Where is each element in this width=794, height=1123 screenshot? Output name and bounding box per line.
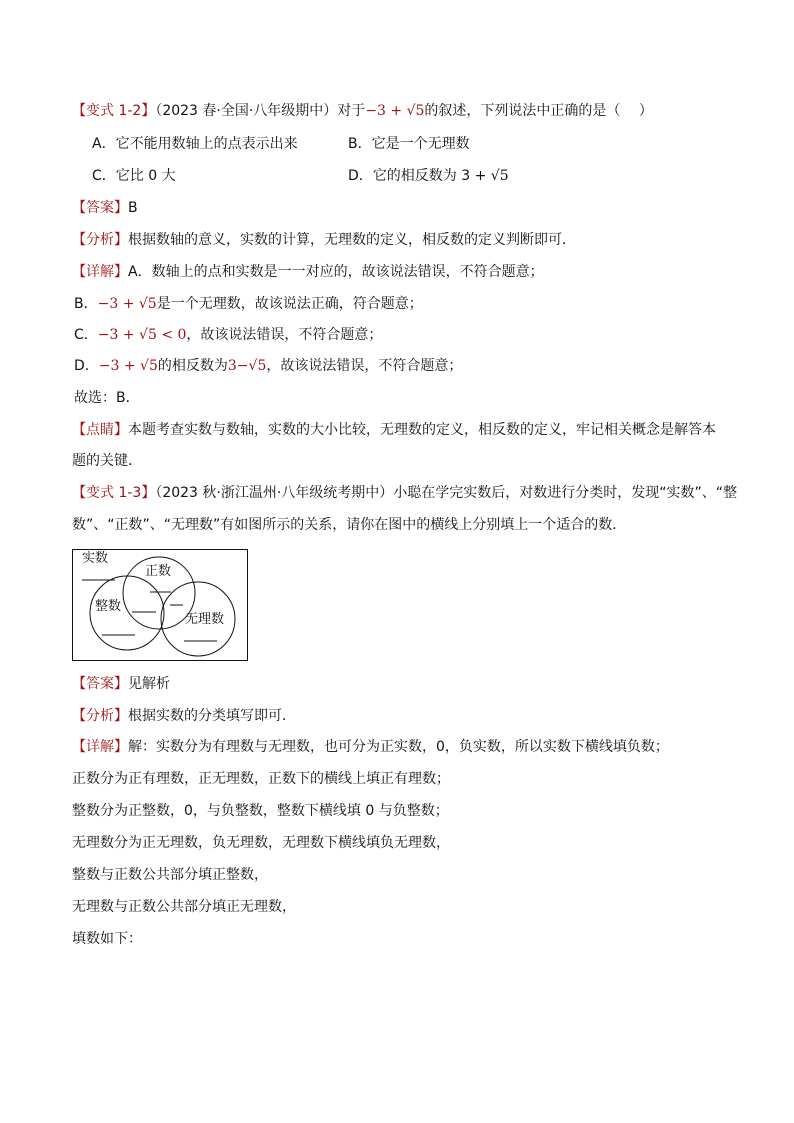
option-d-text: D．它的相反数为 3 + — [348, 168, 491, 184]
analysis-text: 根据数轴的意义，实数的计算，无理数的定义，相反数的定义判断即可． — [128, 232, 576, 248]
answer-tag: 【答案】 — [72, 200, 128, 216]
detail-tag: 【详解】 — [72, 739, 128, 755]
analysis-text: 根据实数的分类填写即可． — [128, 708, 296, 724]
irrational-label: 无理数 — [185, 612, 225, 627]
question-stem-1-2 — [72, 102, 653, 120]
question-stem-tail: 的叙述，下列说法中正确的是（ ） — [424, 103, 653, 119]
question-source: （2023 春·全国·八年级期中）对于 — [155, 103, 366, 119]
real-numbers-label: 实数 — [82, 551, 109, 566]
detail-c-prefix: C． — [74, 327, 98, 343]
choice-line: 故选：B． — [74, 390, 140, 406]
comment-text-1: 本题考查实数与数轴，实数的大小比较，无理数的定义，相反数的定义，牢记相关概念是解答本 — [128, 422, 716, 438]
detail-d-mid: 的相反数为 — [157, 358, 228, 374]
detail-b-prefix: B． — [74, 296, 98, 312]
detail-line-5: 整数与正数公共部分填正整数， — [72, 867, 268, 883]
analysis-tag: 【分析】 — [72, 708, 128, 724]
detail-d-math2: 3−√5 — [227, 358, 267, 374]
detail-a-text: A．数轴上的点和实数是一一对应的，故该说法错误，不符合题意； — [128, 264, 544, 280]
positive-numbers-label: 正数 — [145, 564, 172, 579]
question-stem-1-3-line-2: 数”、“正数”、“无理数”有如图所示的关系，请你在图中的横线上分别填上一个适合的数． — [72, 517, 627, 533]
detail-line-3: 整数分为正整数，0，与负整数，整数下横线填 0 与负整数； — [72, 803, 449, 819]
analysis-line-1-3 — [72, 707, 296, 725]
answer-line-1-3 — [72, 675, 170, 693]
integers-label: 整数 — [95, 599, 122, 614]
detail-line-d — [74, 357, 462, 375]
detail-line-2: 正数分为正有理数，正无理数，正数下的横线上填正有理数； — [72, 771, 450, 787]
detail-line-7: 填数如下： — [72, 931, 142, 947]
question-stem-text-1: （2023 秋·浙江温州·八年级统考期中）小聪在学完实数后，对数进行分类时，发现“实数”、“整 — [155, 485, 738, 501]
question-tag: 【变式 1-3】 — [72, 485, 156, 501]
answer-value: 见解析 — [128, 676, 170, 692]
option-c: C．它比 0 大 — [92, 168, 176, 184]
option-d — [348, 167, 509, 185]
analysis-line-1-2 — [72, 231, 576, 249]
answer-line-1-2 — [72, 199, 138, 217]
detail-tag: 【详解】 — [72, 264, 128, 280]
detail-c-math: −3 + √5 < 0 — [97, 327, 187, 343]
detail-b-math: −3 + √5 — [97, 296, 157, 312]
detail-line-4: 无理数分为正无理数，负无理数，无理数下横线填负无理数， — [72, 835, 450, 851]
detail-c-text: ，故该说法错误，不符合题意； — [186, 327, 383, 343]
detail-line-c — [74, 326, 382, 344]
question-stem-1-3-line-1 — [72, 484, 737, 502]
detail-d-text: ，故该说法错误，不符合题意； — [266, 358, 463, 374]
comment-line-1 — [72, 421, 716, 439]
detail-text-1: 解：实数分为有理数与无理数，也可分为正实数，0，负实数，所以实数下横线填负数； — [128, 739, 669, 755]
math-expression: −3 + √5 — [365, 103, 425, 119]
option-b: B．它是一个无理数 — [348, 136, 470, 152]
answer-value: B — [128, 200, 138, 216]
detail-line-6: 无理数与正数公共部分填正无理数， — [72, 899, 296, 915]
detail-line-1 — [72, 738, 669, 756]
detail-b-text: 是一个无理数，故该说法正确，符合题意； — [156, 296, 423, 312]
detail-d-math: −3 + √5 — [98, 358, 158, 374]
option-a: A．它不能用数轴上的点表示出来 — [92, 136, 298, 152]
detail-d-prefix: D． — [74, 358, 99, 374]
answer-tag: 【答案】 — [72, 676, 128, 692]
option-d-math: √5 — [490, 168, 509, 184]
comment-tag: 【点睛】 — [72, 422, 128, 438]
question-tag: 【变式 1-2】 — [72, 103, 156, 119]
detail-line-a — [72, 263, 544, 281]
analysis-tag: 【分析】 — [72, 232, 128, 248]
comment-line-2: 题的关键． — [72, 453, 142, 469]
venn-diagram — [72, 549, 248, 661]
detail-line-b — [74, 295, 423, 313]
